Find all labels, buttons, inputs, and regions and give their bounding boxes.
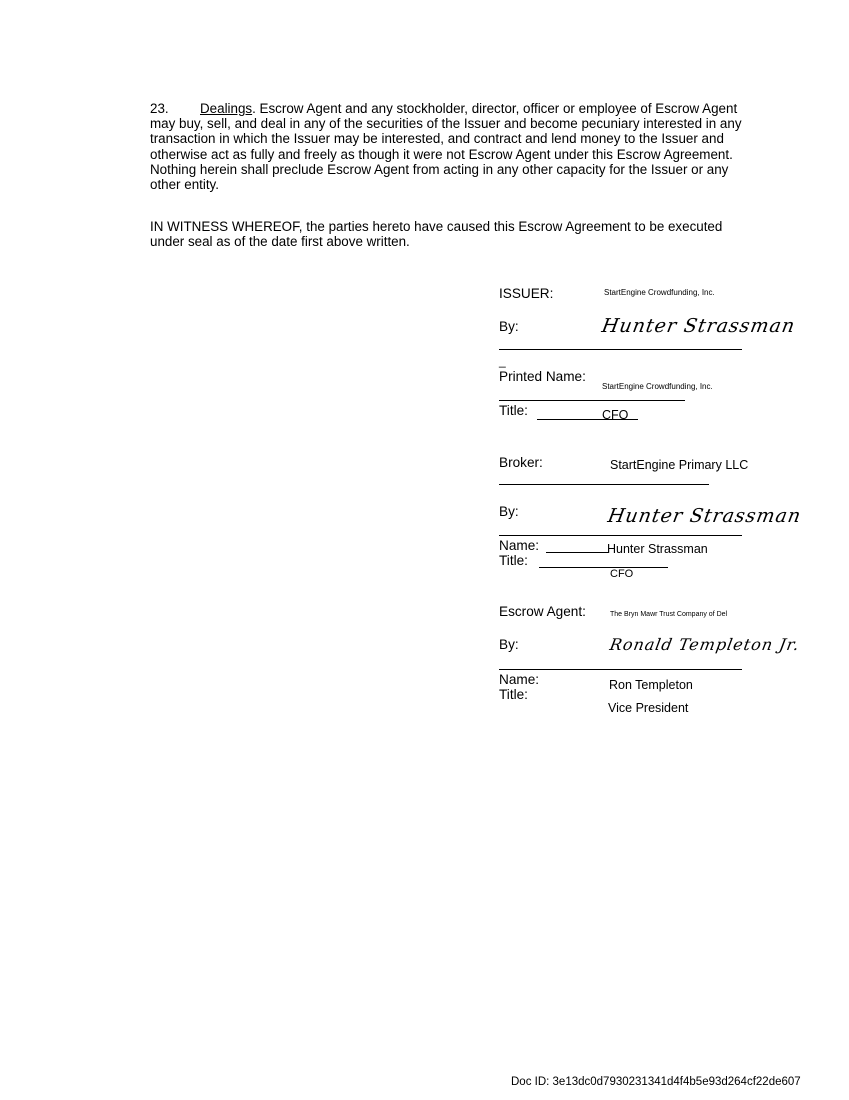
broker-name-line	[499, 484, 709, 485]
escrow-agent-name-label: Name:	[499, 672, 540, 687]
issuer-title-label: Title:	[499, 403, 528, 418]
broker-label: Broker:	[499, 455, 543, 470]
issuer-title: CFO	[602, 408, 629, 422]
section-23-paragraph	[150, 101, 750, 192]
escrow-agent-by-line	[499, 669, 742, 670]
broker-title-label: Title:	[499, 553, 528, 568]
witness-paragraph: IN WITNESS WHEREOF, the parties hereto have caused this Escrow Agreement to be executed under seal as of the date first above written.	[150, 219, 723, 250]
escrow-agent-by-label: By:	[499, 637, 519, 652]
section-heading: Dealings	[200, 101, 253, 116]
broker-signature: Hunter Strassman	[606, 505, 804, 527]
broker-printed-name: Hunter Strassman	[607, 542, 708, 556]
broker-name: StartEngine Primary LLC	[610, 458, 749, 472]
broker-title: CFO	[610, 568, 634, 580]
escrow-agent-title: Vice President	[608, 701, 689, 715]
issuer-by-label: By:	[499, 319, 519, 334]
escrow-agent-signature: Ronald Templeton Jr.	[608, 635, 802, 654]
section-number: 23.	[150, 101, 169, 116]
issuer-dash: _	[499, 354, 506, 368]
broker-name-line-left	[546, 552, 608, 553]
escrow-agent-title-label: Title:	[499, 687, 528, 702]
issuer-signature: Hunter Strassman	[600, 315, 798, 337]
issuer-by-line	[499, 349, 742, 350]
issuer-printed-name-line	[499, 400, 685, 401]
issuer-printed-name: StartEngine Crowdfunding, Inc.	[602, 382, 713, 391]
broker-by-label: By:	[499, 504, 519, 519]
broker-by-line	[499, 535, 742, 536]
section-text: . Escrow Agent and any stockholder, director, officer or employee of Escrow Agent may buy, sell, and deal in any of the securities of the Issuer and become pecuniary interested in any transaction in which the Issuer may be interested, and contract and lend money to the Issuer and otherwise act as fully and freely as though it were not Escrow Agent under this Escrow Agreement. Nothing herein shall preclude Escrow Agent from acting in any other capacity for the Issuer or any other entity.	[150, 101, 742, 193]
issuer-label: ISSUER:	[499, 286, 554, 301]
escrow-agent-printed-name: Ron Templeton	[609, 678, 693, 692]
broker-name-label: Name:	[499, 538, 540, 553]
broker-title-line	[539, 567, 668, 568]
issuer-name: StartEngine Crowdfunding, Inc.	[604, 288, 715, 297]
doc-id: Doc ID: 3e13dc0d7930231341d4f4b5e93d264cf22de607	[511, 1076, 801, 1088]
issuer-printed-name-label: Printed Name:	[499, 369, 586, 384]
escrow-agent-label: Escrow Agent:	[499, 604, 586, 619]
escrow-agent-name: The Bryn Mawr Trust Company of Del	[610, 611, 728, 618]
